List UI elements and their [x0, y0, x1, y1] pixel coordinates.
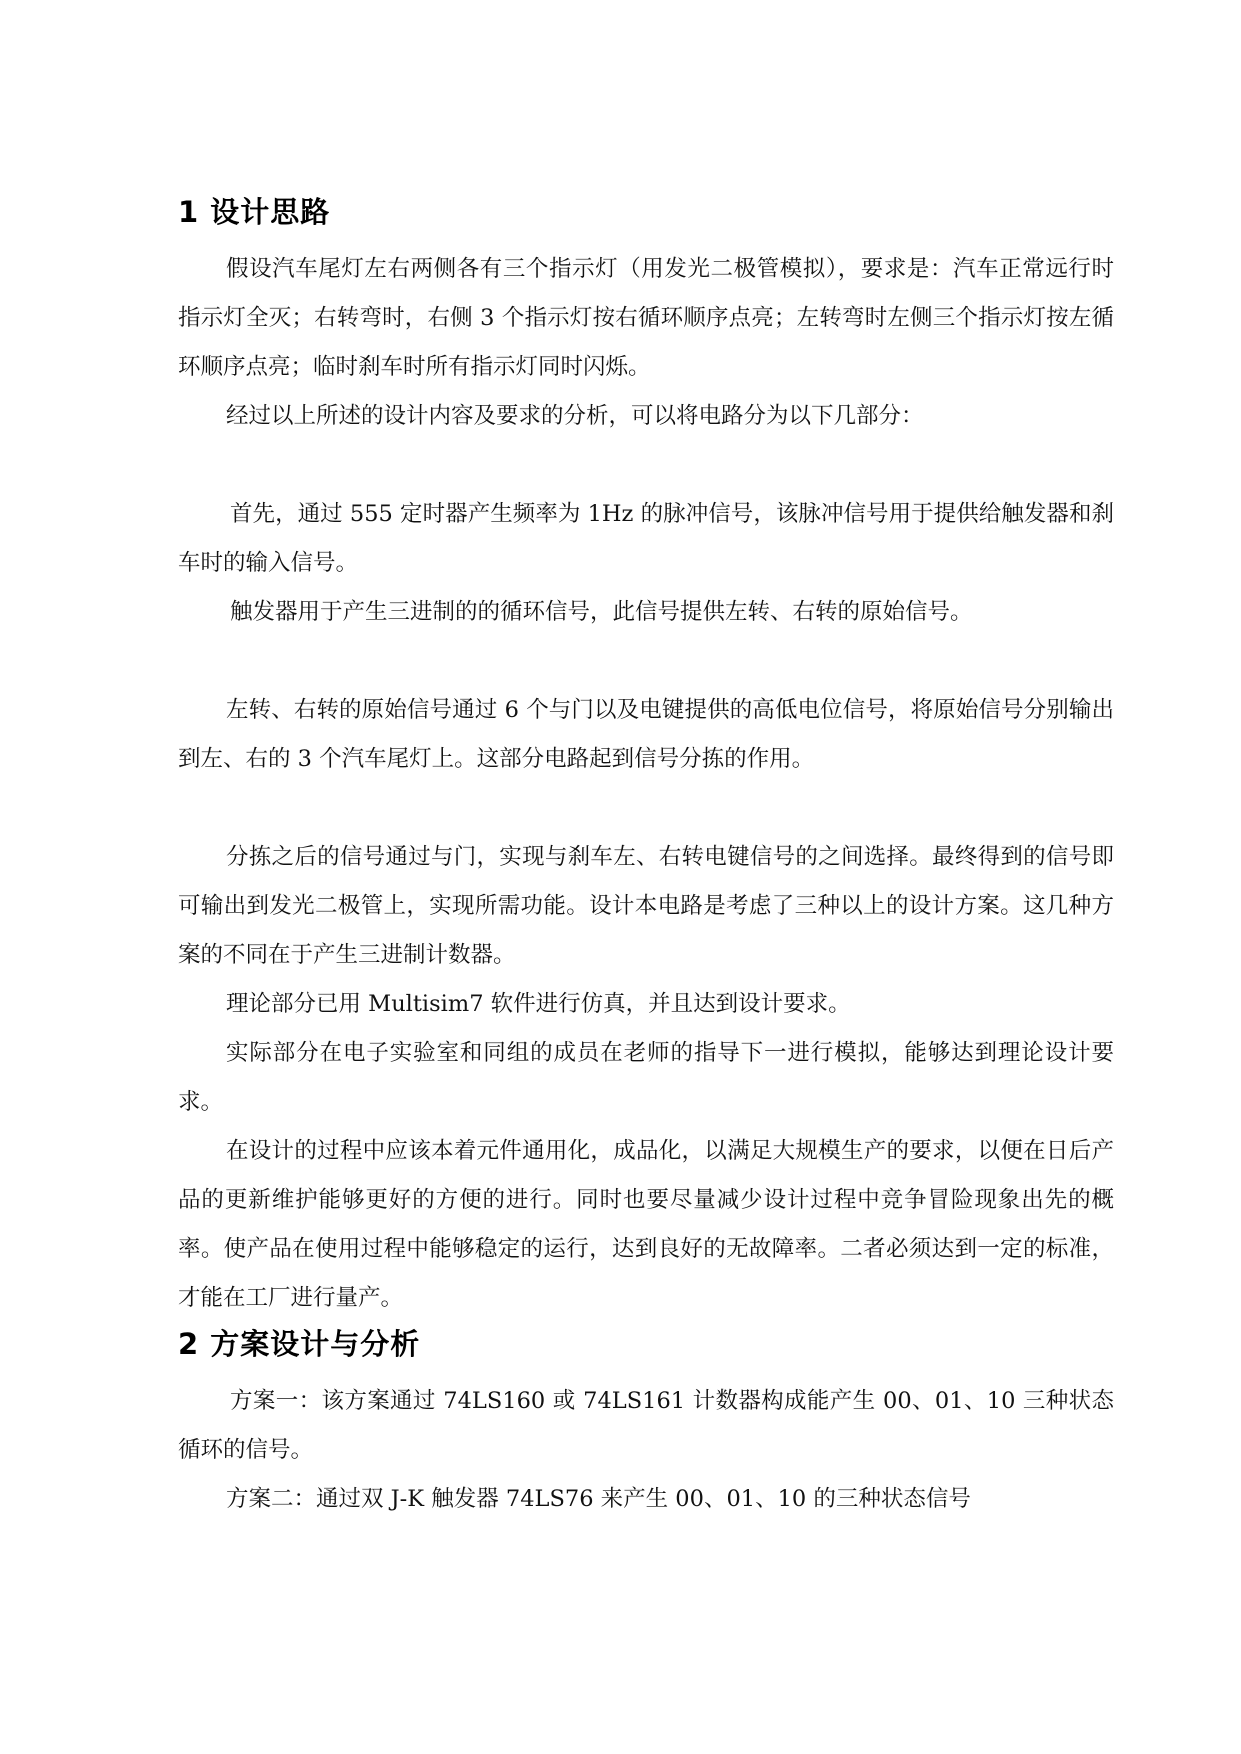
paragraph-analysis-intro: 经过以上所述的设计内容及要求的分析，可以将电路分为以下几部分： — [226, 403, 924, 429]
paragraph-555-timer: 首先，通过 555 定时器产生频率为 1Hz 的脉冲信号，该脉冲信号用于提供给触发器和刹车时的输入信号。 — [178, 501, 1114, 576]
paragraph-lab-practice: 实际部分在电子实验室和同组的成员在老师的指导下一进行模拟，能够达到理论设计要求。 — [178, 1040, 1114, 1115]
paragraph-flip-flop: 触发器用于产生三进制的的循环信号，此信号提供左转、右转的原始信号。 — [230, 599, 973, 625]
paragraph-signal-sorting: 左转、右转的原始信号通过 6 个与门以及电键提供的高低电位信号，将原始信号分别输出到左、右的 3 个汽车尾灯上。这部分电路起到信号分拣的作用。 — [178, 697, 1114, 772]
paragraph-scheme-1: 方案一：该方案通过 74LS160 或 74LS161 计数器构成能产生 00、01、10 三种状态循环的信号。 — [178, 1388, 1114, 1463]
paragraph-simulation: 理论部分已用 Multisim7 软件进行仿真，并且达到设计要求。 — [226, 991, 851, 1017]
paragraph-design-principles: 在设计的过程中应该本着元件通用化，成品化，以满足大规模生产的要求，以便在日后产品的更新维护能够更好的方便的进行。同时也要尽量减少设计过程中竞争冒险现象出先的概率。使产品在使用过程中能够稳定的运行，达到良好的无故障率。二者必须达到一定的标准，才能在工厂进行量产。 — [178, 1138, 1114, 1311]
section-2-heading: 2 方案设计与分析 — [178, 1327, 421, 1361]
section-1-heading: 1 设计思路 — [178, 195, 331, 229]
paragraph-requirements: 假设汽车尾灯左右两侧各有三个指示灯（用发光二极管模拟），要求是：汽车正常远行时指示灯全灭；右转弯时，右侧 3 个指示灯按右循环顺序点亮；左转弯时左侧三个指示灯按左循环顺序点亮；临时刹车时所有指示灯同时闪烁。 — [178, 256, 1114, 380]
paragraph-gate-selection: 分拣之后的信号通过与门，实现与刹车左、右转电键信号的之间选择。最终得到的信号即可输出到发光二极管上，实现所需功能。设计本电路是考虑了三种以上的设计方案。这几种方案的不同在于产生三进制计数器。 — [178, 844, 1114, 968]
paragraph-scheme-2: 方案二：通过双 J-K 触发器 74LS76 来产生 00、01、10 的三种状态信号 — [226, 1486, 971, 1512]
